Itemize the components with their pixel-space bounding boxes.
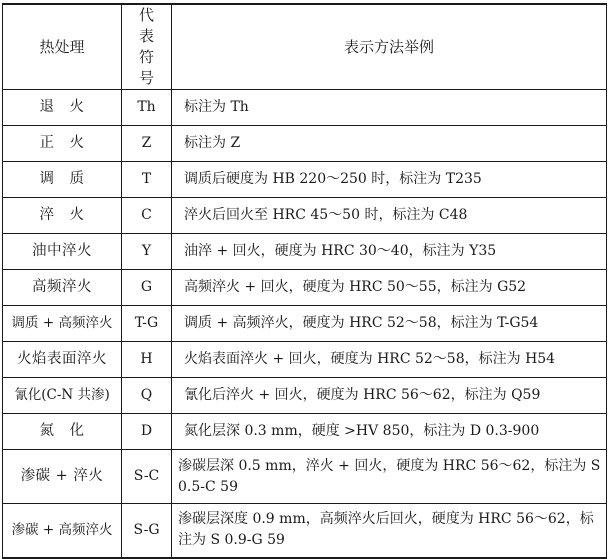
treatment-cell: 渗碳 + 高频淬火 (3, 504, 122, 558)
header-row (3, 4, 607, 90)
example-cell: 氮化层深 0.3 mm，硬度 >HV 850，标注为 D 0.3-900 (172, 414, 607, 450)
table-row (3, 270, 607, 306)
example-cell: 标注为 Th (172, 90, 607, 126)
treatment-cell: 渗碳 + 淬火 (3, 450, 122, 504)
example-cell: 标注为 Z (172, 126, 607, 162)
example-cell: 调质 + 高频淬火，硬度为 HRC 52～58，标注为 T-G54 (172, 306, 607, 342)
code-cell: T-G (122, 306, 172, 342)
example-cell: 调质后硬度为 HB 220～250 时，标注为 T235 (172, 162, 607, 198)
treatment-cell: 淬 火 (3, 198, 122, 234)
treatment-cell: 调质 + 高频淬火 (3, 306, 122, 342)
treatment-cell: 退 火 (3, 90, 122, 126)
treatment-cell: 高频淬火 (3, 270, 122, 306)
code-cell: G (122, 270, 172, 306)
example-cell: 氰化后淬火 + 回火，硬度为 HRC 56～62，标注为 Q59 (172, 378, 607, 414)
treatment-cell: 氮 化 (3, 414, 122, 450)
code-cell: Y (122, 234, 172, 270)
table-row (3, 198, 607, 234)
code-cell: T (122, 162, 172, 198)
treatment-cell: 油中淬火 (3, 234, 122, 270)
table-row (3, 162, 607, 198)
heat-treatment-table (2, 3, 607, 559)
code-cell: D (122, 414, 172, 450)
header-treatment: 热处理 (3, 4, 122, 90)
code-cell: Z (122, 126, 172, 162)
treatment-cell: 调 质 (3, 162, 122, 198)
code-cell: Th (122, 90, 172, 126)
example-cell: 火焰表面淬火 + 回火，硬度为 HRC 52～58，标注为 H54 (172, 342, 607, 378)
code-cell: H (122, 342, 172, 378)
table-row (3, 414, 607, 450)
table-row (3, 450, 607, 504)
table-row (3, 234, 607, 270)
example-cell: 油淬 + 回火，硬度为 HRC 30～40，标注为 Y35 (172, 234, 607, 270)
example-cell: 渗碳层深 0.5 mm，淬火 + 回火，硬度为 HRC 56～62，标注为 S 0.5-C 59 (172, 450, 607, 504)
table-row (3, 126, 607, 162)
table-row (3, 306, 607, 342)
example-cell: 渗碳层深度 0.9 mm，高频淬火后回火，硬度为 HRC 56～62，标注为 S 0.9-G 59 (172, 504, 607, 558)
table-row (3, 342, 607, 378)
treatment-cell: 火焰表面淬火 (3, 342, 122, 378)
code-cell: C (122, 198, 172, 234)
header-code: 代表符号 (122, 4, 172, 90)
code-cell: Q (122, 378, 172, 414)
code-cell: S-G (122, 504, 172, 558)
treatment-cell: 正 火 (3, 126, 122, 162)
example-cell: 淬火后回火至 HRC 45～50 时，标注为 C48 (172, 198, 607, 234)
example-cell: 高频淬火 + 回火，硬度为 HRC 50～55，标注为 G52 (172, 270, 607, 306)
table-row (3, 504, 607, 558)
code-cell: S-C (122, 450, 172, 504)
table-row (3, 378, 607, 414)
header-example: 表示方法举例 (172, 4, 607, 90)
table-row (3, 90, 607, 126)
treatment-cell: 氰化(C-N 共渗) (3, 378, 122, 414)
